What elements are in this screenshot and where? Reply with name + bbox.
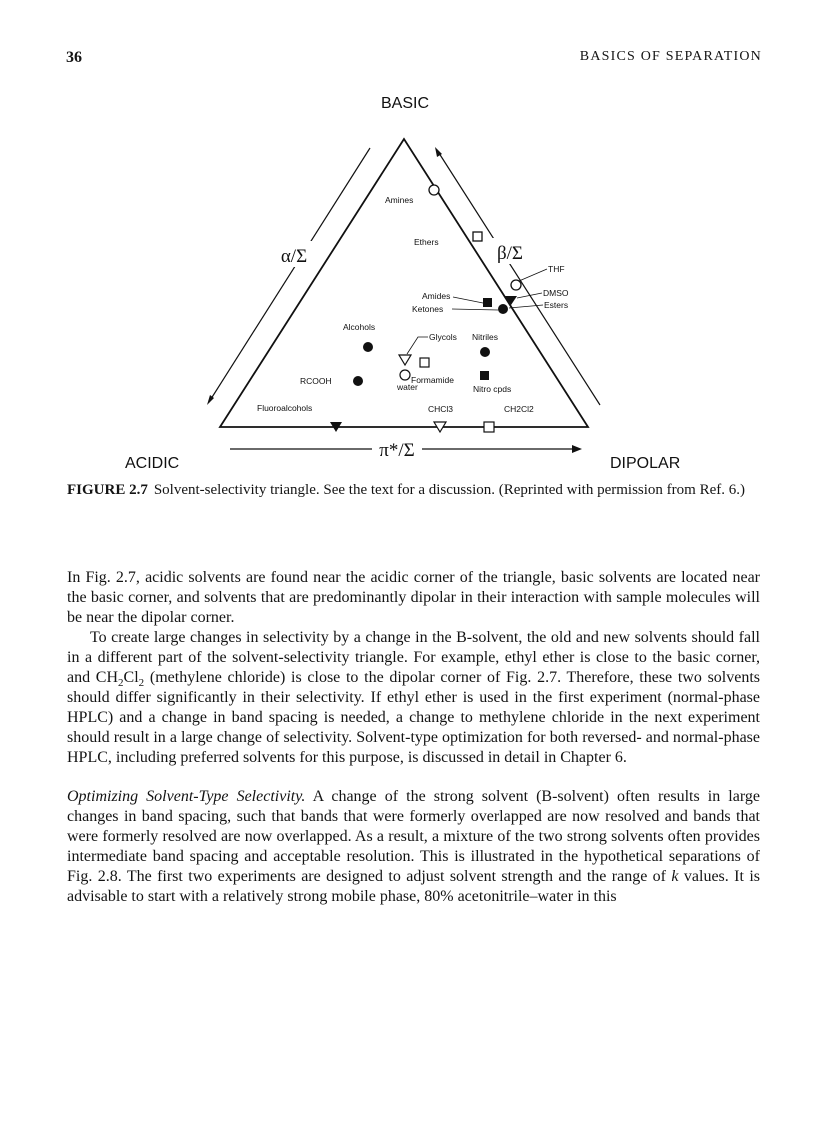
- paragraph-2: [67, 628, 760, 768]
- paragraph-2-text-a: To create large changes in selectivity by a change in the B-solvent, the old and new solvents should fall in a different part of the solvent-selectivity triangle. For example, ethyl ether is close to the basic corner, and CH: [67, 629, 760, 686]
- corner-label-basic: BASIC: [380, 95, 430, 112]
- section-run-in-title: Optimizing Solvent-Type Selectivity.: [67, 788, 306, 805]
- water-label: water: [397, 382, 418, 392]
- amides-marker: [483, 298, 492, 307]
- ethers-marker: [473, 232, 482, 241]
- amines-marker: [429, 185, 439, 195]
- paragraph-3-text-b: values. It is advisable to start with a relatively strong mobile phase, 80% acetonitrile–water in this: [67, 868, 760, 905]
- amines-label: Amines: [385, 195, 414, 205]
- fluoroalcohols-label: Fluoroalcohols: [257, 403, 313, 413]
- paragraph-3-text-a: A change of the strong solvent (B-solvent) often results in large changes in band spacing, such that bands that were formerly overlapped are now resolved and bands that were formerly resolved are now overlapped. As a result, a mixture of the two strong solvents often provides intermediate band spacing and acceptable resolution. This is illustrated in the hypothetical separations of Fig. 2.8. The first two experiments are designed to adjust solvent strength and the range of: [67, 788, 760, 885]
- beta-axis-line: [437, 150, 600, 405]
- alcohols-label: Alcohols: [343, 322, 376, 332]
- nitriles-label: Nitriles: [472, 332, 498, 342]
- paragraph-2-text-c: (methylene chloride) is close to the dipolar corner of Fig. 2.7. Therefore, these two solvents should differ significantly in their selectivity. If ethyl ether is used in the first experiment (normal-phase HPLC) and a change in band spacing is needed, a change to methylene chloride in the next experiment should result in a large change of selectivity. Solvent-type optimization for both reversed- and normal-phase HPLC, including preferred solvents for this purpose, is discussed in detail in Chapter 6.: [67, 669, 761, 766]
- dmso-label: DMSO: [543, 288, 569, 298]
- alpha-axis-label: α/Σ: [280, 246, 308, 267]
- formamide-marker: [420, 358, 429, 367]
- formamide-label: Formamide: [411, 375, 454, 385]
- body-text: [67, 568, 760, 907]
- corner-label-dipolar: DIPOLAR: [610, 455, 681, 472]
- chcl3-label: CHCl3: [428, 404, 454, 414]
- figure-caption-label: FIGURE 2.7: [67, 482, 148, 498]
- figure-caption-text: Solvent-selectivity triangle. See the text for a discussion. (Reprinted with permission from Ref. 6.): [153, 482, 745, 498]
- alpha-axis-line: [209, 148, 370, 402]
- glycols-marker: [399, 355, 411, 365]
- esters-marker: [498, 304, 508, 314]
- amides-label: Amides: [422, 291, 451, 301]
- ethers-label: Ethers: [414, 237, 439, 247]
- alcohols-marker: [363, 342, 373, 352]
- pi-axis-label: π*/Σ: [379, 440, 415, 461]
- paragraph-3-k: k: [671, 868, 679, 885]
- ketones-label: Ketones: [412, 304, 444, 314]
- esters-label: Esters: [544, 300, 569, 310]
- page-number: 36: [66, 49, 82, 66]
- running-head: BASICS OF SEPARATION: [579, 49, 762, 64]
- thf-marker: [511, 280, 521, 290]
- paragraph-3: [67, 787, 760, 907]
- paragraph-1: In Fig. 2.7, acidic solvents are found near the acidic corner of the triangle, basic solvents are located near the basic corner, and solvents that are predominantly dipolar in their interaction with sample molecules will be near the dipolar corner.: [67, 569, 760, 626]
- paragraph-2-sub-1: 2: [118, 677, 124, 690]
- nitriles-marker: [480, 347, 490, 357]
- nitro-cpds-label: Nitro cpds: [473, 384, 512, 394]
- paragraph-2-sub-2: 2: [138, 677, 145, 690]
- pi-axis-arrowhead: [572, 445, 582, 453]
- rcooh-marker: [353, 376, 363, 386]
- corner-label-acidic: ACIDIC: [125, 455, 180, 472]
- nitro-cpds-marker: [480, 371, 489, 380]
- beta-axis-label: β/Σ: [496, 243, 524, 264]
- solvent-selectivity-triangle-figure: [0, 0, 816, 480]
- water-marker: [400, 370, 410, 380]
- thf-label: THF: [548, 264, 565, 274]
- ch2cl2-marker: [484, 422, 494, 432]
- glycols-label: Glycols: [429, 332, 457, 342]
- paragraph-2-text-b: Cl: [123, 669, 139, 686]
- triangle-diagram: [0, 0, 816, 480]
- ch2cl2-label: CH2Cl2: [504, 404, 534, 414]
- figure-caption: [67, 481, 760, 500]
- rcooh-label: RCOOH: [300, 376, 332, 386]
